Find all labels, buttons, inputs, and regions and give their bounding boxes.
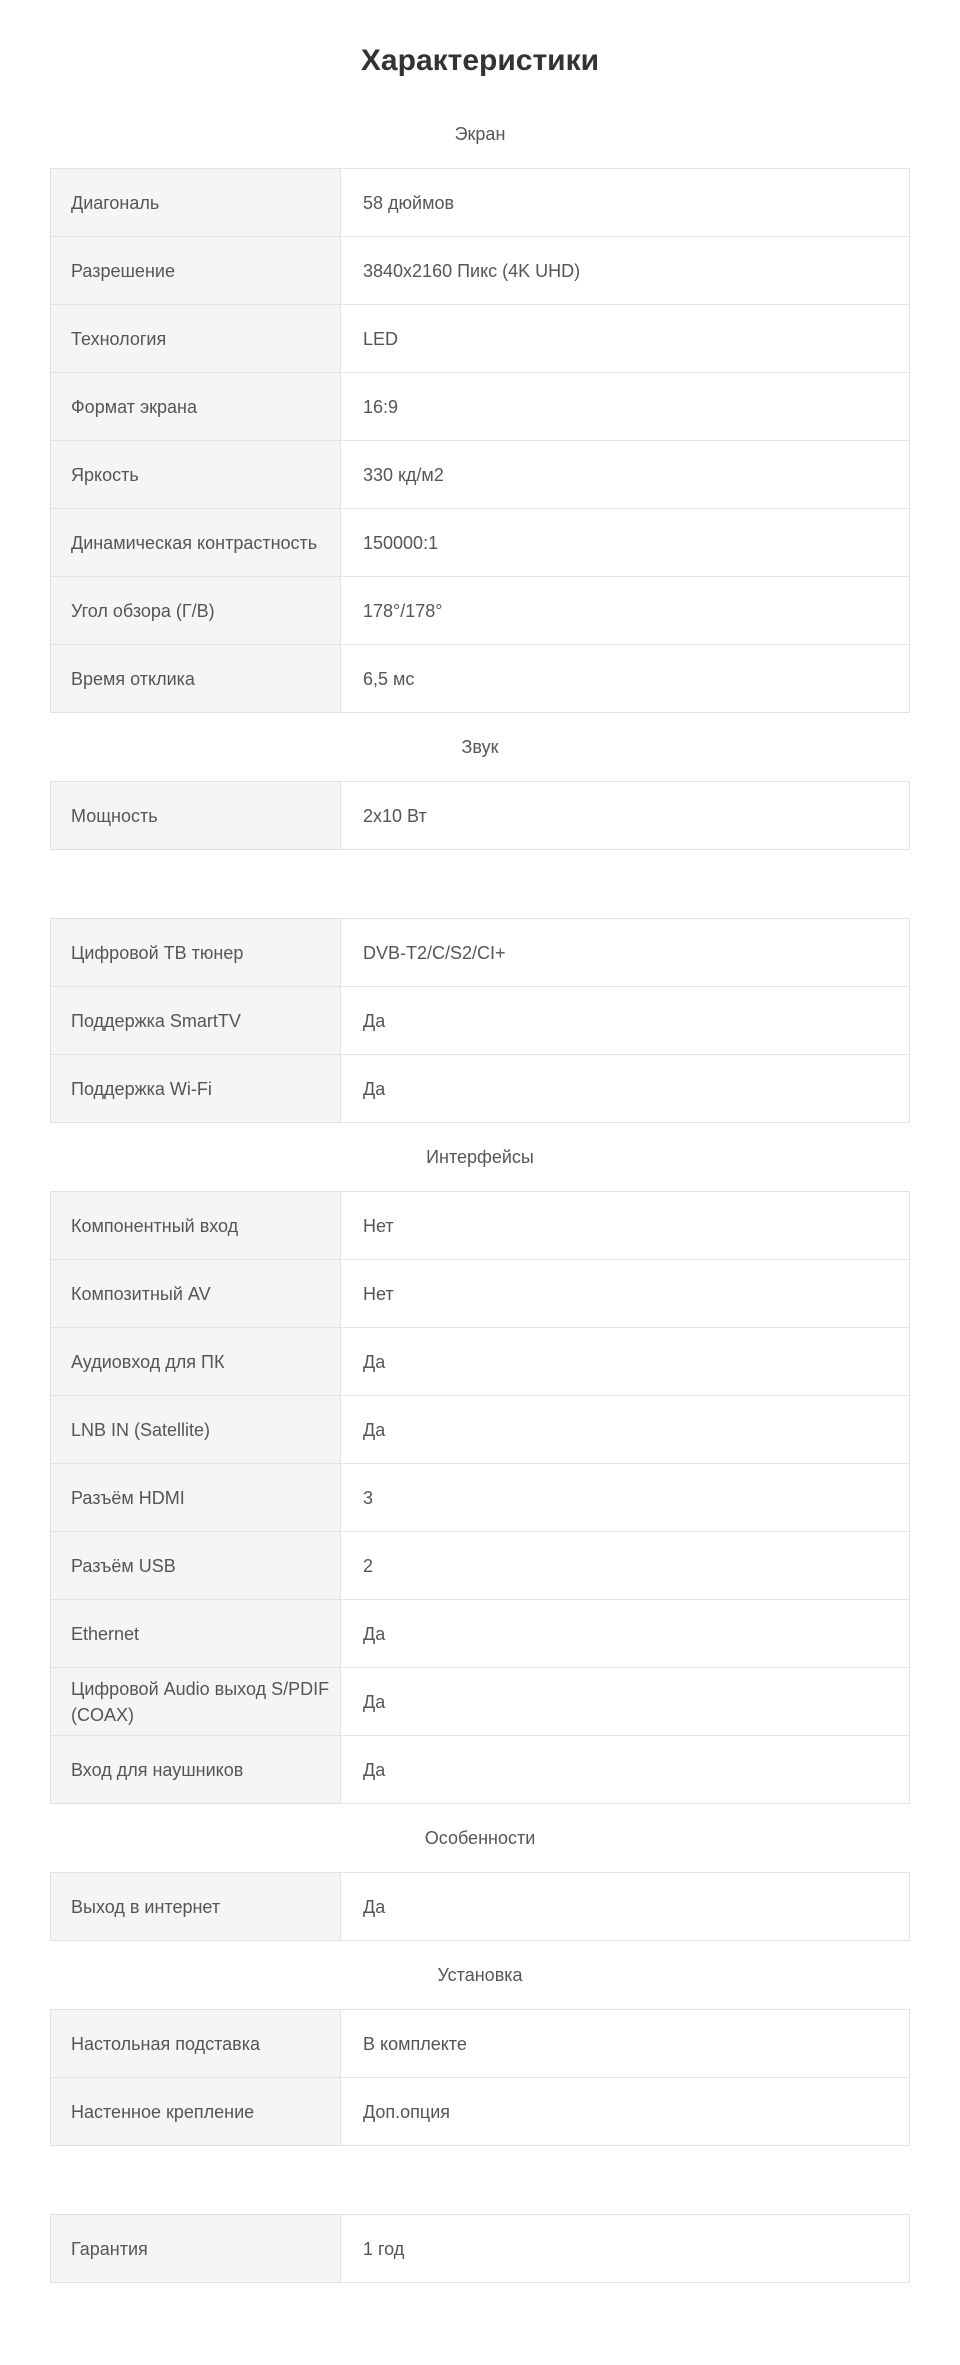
spec-value-cell: DVB-T2/C/S2/CI+: [341, 919, 910, 987]
spec-value-cell: 330 кд/м2: [341, 441, 910, 509]
table-row: [51, 1055, 910, 1123]
spec-name-cell: Угол обзора (Г/В): [51, 577, 341, 645]
table-row: [51, 645, 910, 713]
spec-table: [50, 1191, 910, 1804]
spec-name-cell: Аудиовход для ПК: [51, 1328, 341, 1396]
section-title: Звук: [461, 737, 499, 757]
spec-name-cell: Время отклика: [51, 645, 341, 713]
spec-value-cell: Да: [341, 1736, 910, 1804]
spec-value-cell: Да: [341, 1668, 910, 1736]
table-row: [51, 1192, 910, 1260]
spec-name-cell: Мощность: [51, 782, 341, 850]
spec-name-cell: Разъём HDMI: [51, 1464, 341, 1532]
spec-value-cell: 2x10 Вт: [341, 782, 910, 850]
spec-name-cell: Композитный AV: [51, 1260, 341, 1328]
section-title: Особенности: [424, 1828, 536, 1848]
spec-value-cell: 1 год: [341, 2215, 910, 2283]
spec-value-cell: 2: [341, 1532, 910, 1600]
table-row: [51, 1600, 910, 1668]
table-row: [51, 2078, 910, 2146]
spec-name-cell: Цифровой ТВ тюнер: [51, 919, 341, 987]
table-row: [51, 1464, 910, 1532]
spec-name-cell: Разъём USB: [51, 1532, 341, 1600]
spec-value-cell: Нет: [341, 1260, 910, 1328]
spec-name-cell: Поддержка Wi-Fi: [51, 1055, 341, 1123]
section-title: [0, 850, 960, 918]
spec-value-cell: 3: [341, 1464, 910, 1532]
spec-value-cell: Да: [341, 1600, 910, 1668]
spec-table: [50, 168, 910, 713]
table-row: [51, 1668, 910, 1736]
table-row: [51, 1328, 910, 1396]
spec-name-cell: Поддержка SmartTV: [51, 987, 341, 1055]
table-row: [51, 509, 910, 577]
spec-name-cell: Вход для наушников: [51, 1736, 341, 1804]
spec-value-cell: Да: [341, 987, 910, 1055]
spec-table: [50, 918, 910, 1123]
spec-name-cell: Настольная подставка: [51, 2010, 341, 2078]
table-row: [51, 1873, 910, 1941]
spec-value-cell: Да: [341, 1396, 910, 1464]
table-row: [51, 577, 910, 645]
spec-sections: [0, 100, 960, 2283]
table-row: [51, 305, 910, 373]
section-title: Экран: [454, 124, 506, 144]
section-title: Интерфейсы: [426, 1147, 534, 1167]
table-row: [51, 782, 910, 850]
spec-name-cell: Яркость: [51, 441, 341, 509]
spec-table: [50, 2214, 910, 2283]
spec-name-cell: Технология: [51, 305, 341, 373]
spec-name-cell: Ethernet: [51, 1600, 341, 1668]
spec-value-cell: Да: [341, 1055, 910, 1123]
table-row: [51, 1396, 910, 1464]
spec-value-cell: 16:9: [341, 373, 910, 441]
spec-name-cell: Формат экрана: [51, 373, 341, 441]
table-row: [51, 2010, 910, 2078]
spec-value-cell: Да: [341, 1873, 910, 1941]
spec-name-cell: Разрешение: [51, 237, 341, 305]
spec-value-cell: Доп.опция: [341, 2078, 910, 2146]
spec-value-cell: 58 дюймов: [341, 169, 910, 237]
table-row: [51, 987, 910, 1055]
spec-name-cell: Цифровой Audio выход S/PDIF (COAX): [51, 1668, 341, 1736]
spec-value-cell: Нет: [341, 1192, 910, 1260]
section-title: [0, 2146, 960, 2214]
spec-value-cell: 6,5 мс: [341, 645, 910, 713]
table-row: [51, 2215, 910, 2283]
spec-value-cell: 3840x2160 Пикс (4K UHD): [341, 237, 910, 305]
spec-table: [50, 1872, 910, 1941]
spec-value-cell: 178°/178°: [341, 577, 910, 645]
spec-table: [50, 781, 910, 850]
spec-name-cell: Настенное крепление: [51, 2078, 341, 2146]
spec-value-cell: LED: [341, 305, 910, 373]
spec-table: [50, 2009, 910, 2146]
table-row: [51, 373, 910, 441]
table-row: [51, 919, 910, 987]
spec-name-cell: Компонентный вход: [51, 1192, 341, 1260]
spec-value-cell: Да: [341, 1328, 910, 1396]
table-row: [51, 1260, 910, 1328]
spec-name-cell: Выход в интернет: [51, 1873, 341, 1941]
spec-value-cell: В комплекте: [341, 2010, 910, 2078]
spec-value-cell: 150000:1: [341, 509, 910, 577]
table-row: [51, 1532, 910, 1600]
spec-name-cell: Динамическая контрастность: [51, 509, 341, 577]
table-row: [51, 237, 910, 305]
table-row: [51, 169, 910, 237]
section-title: Установка: [437, 1965, 523, 1985]
table-row: [51, 441, 910, 509]
spec-name-cell: Гарантия: [51, 2215, 341, 2283]
spec-name-cell: Диагональ: [51, 169, 341, 237]
table-row: [51, 1736, 910, 1804]
spec-name-cell: LNB IN (Satellite): [51, 1396, 341, 1464]
page-title: Характеристики: [360, 44, 600, 77]
